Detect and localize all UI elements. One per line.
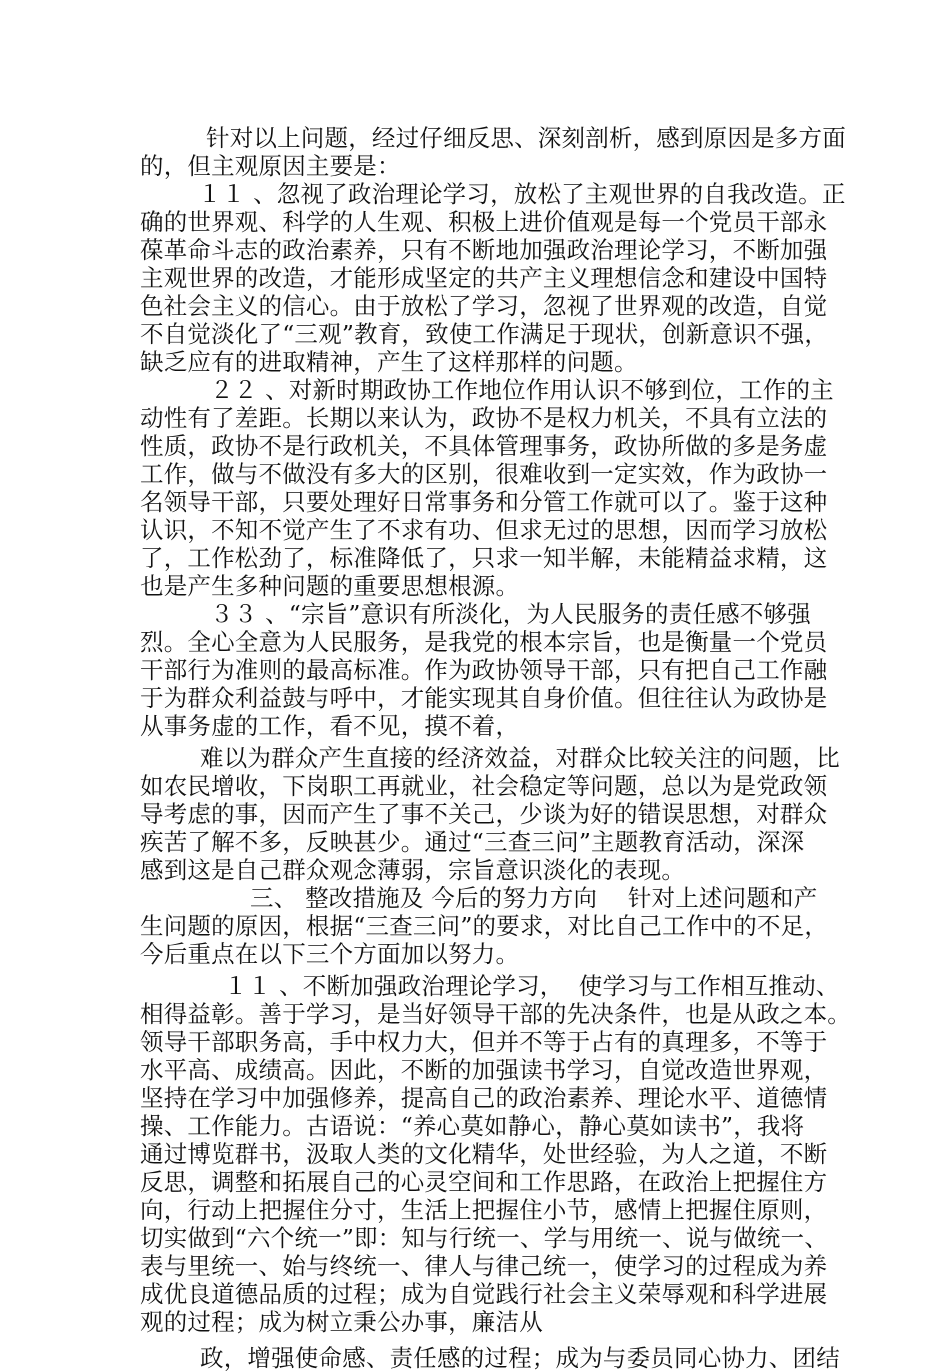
text-line: 水平高、成绩高。因此，不断的加强读书学习，自觉改造世界观， [140,1056,828,1084]
text-line: 确的世界观、科学的人生观、积极上进价值观是每一个党员干部永 [140,208,828,236]
text-line: 性质，政协不是行政机关，不具体管理事务，政协所做的多是务虚 [140,432,828,460]
text-line: 成优良道德品质的过程；成为自觉践行社会主义荣辱观和科学进展 [140,1280,828,1308]
text-line: 相得益彰。善于学习，是当好领导干部的先决条件，也是从政之本。 [140,1000,851,1028]
text-line: 反思，调整和拓展自己的心灵空间和工作思路，在政治上把握住方 [140,1168,828,1196]
text-line: 通过博览群书，汲取人类的文化精华，处世经验，为人之道，不断 [140,1140,828,1168]
text-line: 从事务虚的工作，看不见，摸不着， [140,712,520,740]
text-line: 导考虑的事，因而产生了事不关己，少谈为好的错误思想，对群众 [140,800,828,828]
text-line: 坚持在学习中加强修养，提高自己的政治素养、理论水平、道德情 [140,1084,828,1112]
section-heading-line: 三、 整改措施及 今后的努力方向 针对上述问题和产 [250,884,818,912]
text-line: 不自觉淡化了“三观”教育，致使工作满足于现状，创新意识不强， [140,320,829,348]
text-line: 主观世界的改造，才能形成坚定的共产主义理想信念和建设中国特 [140,264,828,292]
text-line: 生问题的原因，根据“三查三问”的要求，对比自己工作中的不足， [140,912,829,940]
text-line: 于为群众利益鼓与呼中，才能实现其自身价值。但往往认为政协是 [140,684,828,712]
text-line: 的，但主观原因主要是： [140,152,401,180]
text-line: １１ 、忽视了政治理论学习，放松了主观世界的自我改造。正 [198,180,846,208]
text-line: 也是产生多种问题的重要思想根源。 [140,572,520,600]
text-line: １１ 、不断加强政治理论学习， 使学习与工作相互推动、 [224,972,840,1000]
text-line: ３３ 、“宗旨”意识有所淡化，为人民服务的责任感不够强 [210,600,811,628]
text-line: 针对以上问题，经过仔细反思、深刻剖析，感到原因是多方面 [206,124,846,152]
text-line: 表与里统一、始与终统一、律人与律己统一，使学习的过程成为养 [140,1252,828,1280]
text-line: 向，行动上把握住分寸，生活上把握住小节，感情上把握住原则， [140,1196,828,1224]
text-line: 色社会主义的信心。由于放松了学习，忽视了世界观的改造，自觉 [140,292,828,320]
text-line: 动性有了差距。长期以来认为，政协不是权力机关，不具有立法的 [140,404,828,432]
text-line: 领导干部职务高，手中权力大，但并不等于占有的真理多，不等于 [140,1028,828,1056]
text-line: 疾苦了解不多，反映甚少。通过“三查三问”主题教育活动，深深 [140,828,805,856]
text-line: 葆革命斗志的政治素养，只有不断地加强政治理论学习，不断加强 [140,236,828,264]
text-line: ２２ 、对新时期政协工作地位作用认识不够到位，工作的主 [210,376,834,404]
text-line: 烈。全心全意为人民服务，是我党的根本宗旨，也是衡量一个党员 [140,628,828,656]
text-line: 政，增强使命感、责任感的过程；成为与委员同心协力、团结 [200,1344,840,1372]
text-line: 难以为群众产生直接的经济效益，对群众比较关注的问题，比 [200,744,840,772]
text-line: 感到这是自己群众观念薄弱，宗旨意识淡化的表现。 [140,856,686,884]
text-line: 今后重点在以下三个方面加以努力。 [140,940,520,968]
text-line: 认识，不知不觉产生了不求有功、但求无过的思想，因而学习放松 [140,516,828,544]
text-line: 缺乏应有的进取精神，产生了这样那样的问题。 [140,348,638,376]
text-line: 观的过程；成为树立秉公办事，廉洁从 [140,1308,543,1336]
text-line: 干部行为准则的最高标准。作为政协领导干部，只有把自己工作融 [140,656,828,684]
text-line: 操、工作能力。古语说：“养心莫如静心，静心莫如读书”，我将 [140,1112,805,1140]
text-line: 工作，做与不做没有多大的区别，很难收到一定实效，作为政协一 [140,460,828,488]
text-line: 如农民增收，下岗职工再就业，社会稳定等问题，总以为是党政领 [140,772,828,800]
text-line: 切实做到“六个统一”即：知与行统一、学与用统一、说与做统一、 [140,1224,829,1252]
text-line: 了，工作松劲了，标准降低了，只求一知半解，未能精益求精，这 [140,544,828,572]
text-line: 名领导干部，只要处理好日常事务和分管工作就可以了。鉴于这种 [140,488,828,516]
